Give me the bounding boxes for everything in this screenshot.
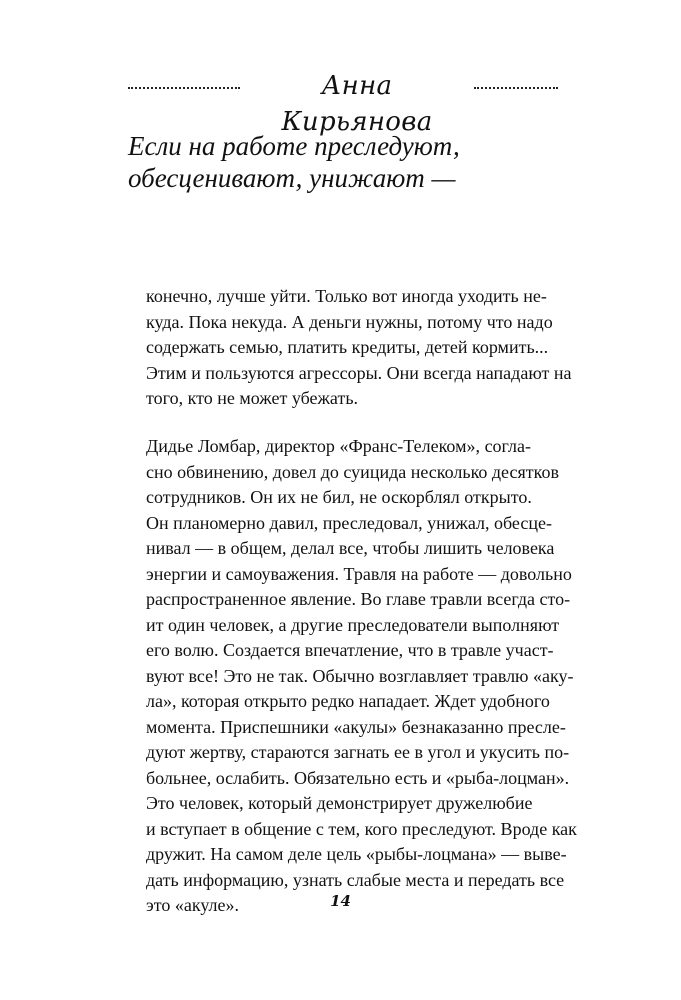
text-line: ла», которая открыто редко нападает. Ждет удобного bbox=[146, 691, 550, 711]
text-line: энергии и самоуважения. Травля на работе — довольно bbox=[146, 563, 572, 584]
text-line: Этим и пользуются агрессоры. Они всегда нападают на bbox=[146, 362, 572, 383]
text-line: и вступает в общение с тем, кого преследуют. Вроде как bbox=[146, 818, 577, 839]
text-line: это «акуле». bbox=[146, 895, 240, 915]
text-line: нивал — в общем, делал все, чтобы лишить человека bbox=[146, 538, 555, 558]
text-line: сотрудников. Он их не бил, не оскорблял открыто. bbox=[146, 487, 532, 507]
text-line: ит один человек, а другие преследователи выполняют bbox=[146, 614, 560, 635]
text-line: дружит. На самом деле цель «рыбы-лоцмана» — выве- bbox=[146, 844, 567, 864]
page-number: 14 bbox=[330, 892, 351, 910]
paragraph-1 bbox=[146, 284, 572, 412]
text-line: того, кто не может убежать. bbox=[146, 388, 359, 408]
quote-line: обесценивают, унижают — bbox=[128, 163, 456, 193]
text-line: Дидье Ломбар, директор «Франс-Телеком», согла- bbox=[146, 436, 531, 456]
header-dotted-rule-right bbox=[474, 87, 558, 89]
text-line: дать информацию, узнать слабые места и передать все bbox=[146, 869, 565, 890]
header-dotted-rule-left bbox=[128, 87, 240, 89]
text-line: конечно, лучше уйти. Только вот иногда уходить не- bbox=[146, 286, 547, 306]
chapter-quote bbox=[128, 130, 548, 194]
text-line: куда. Пока некуда. А деньги нужны, потому что надо bbox=[146, 311, 553, 332]
quote-line: Если на работе преследуют, bbox=[128, 131, 460, 161]
text-line: Это человек, который демонстрирует дружелюбие bbox=[146, 793, 533, 813]
author-name: Анна Кирьянова bbox=[281, 71, 433, 137]
text-line: вуют все! Это не так. Обычно возглавляет травлю «аку- bbox=[146, 665, 574, 686]
text-line: распространенное явление. Во главе травли всегда сто- bbox=[146, 589, 571, 609]
text-line: дуют жертву, стараются загнать ее в угол и укусить по- bbox=[146, 742, 570, 762]
text-line: больнее, ослабить. Обязательно есть и «рыба-лоцман». bbox=[146, 767, 570, 788]
text-line: Он планомерно давил, преследовал, унижал, обесце- bbox=[146, 512, 552, 533]
text-line: сно обвинению, довел до суицида несколько десятков bbox=[146, 461, 559, 482]
running-header bbox=[128, 62, 558, 137]
paragraph-2 bbox=[146, 434, 577, 919]
text-line: содержать семью, платить кредиты, детей кормить... bbox=[146, 337, 549, 357]
text-line: момента. Приспешники «акулы» безнаказанно пресле- bbox=[146, 716, 566, 737]
text-line: его волю. Создается впечатление, что в травле участ- bbox=[146, 640, 554, 660]
